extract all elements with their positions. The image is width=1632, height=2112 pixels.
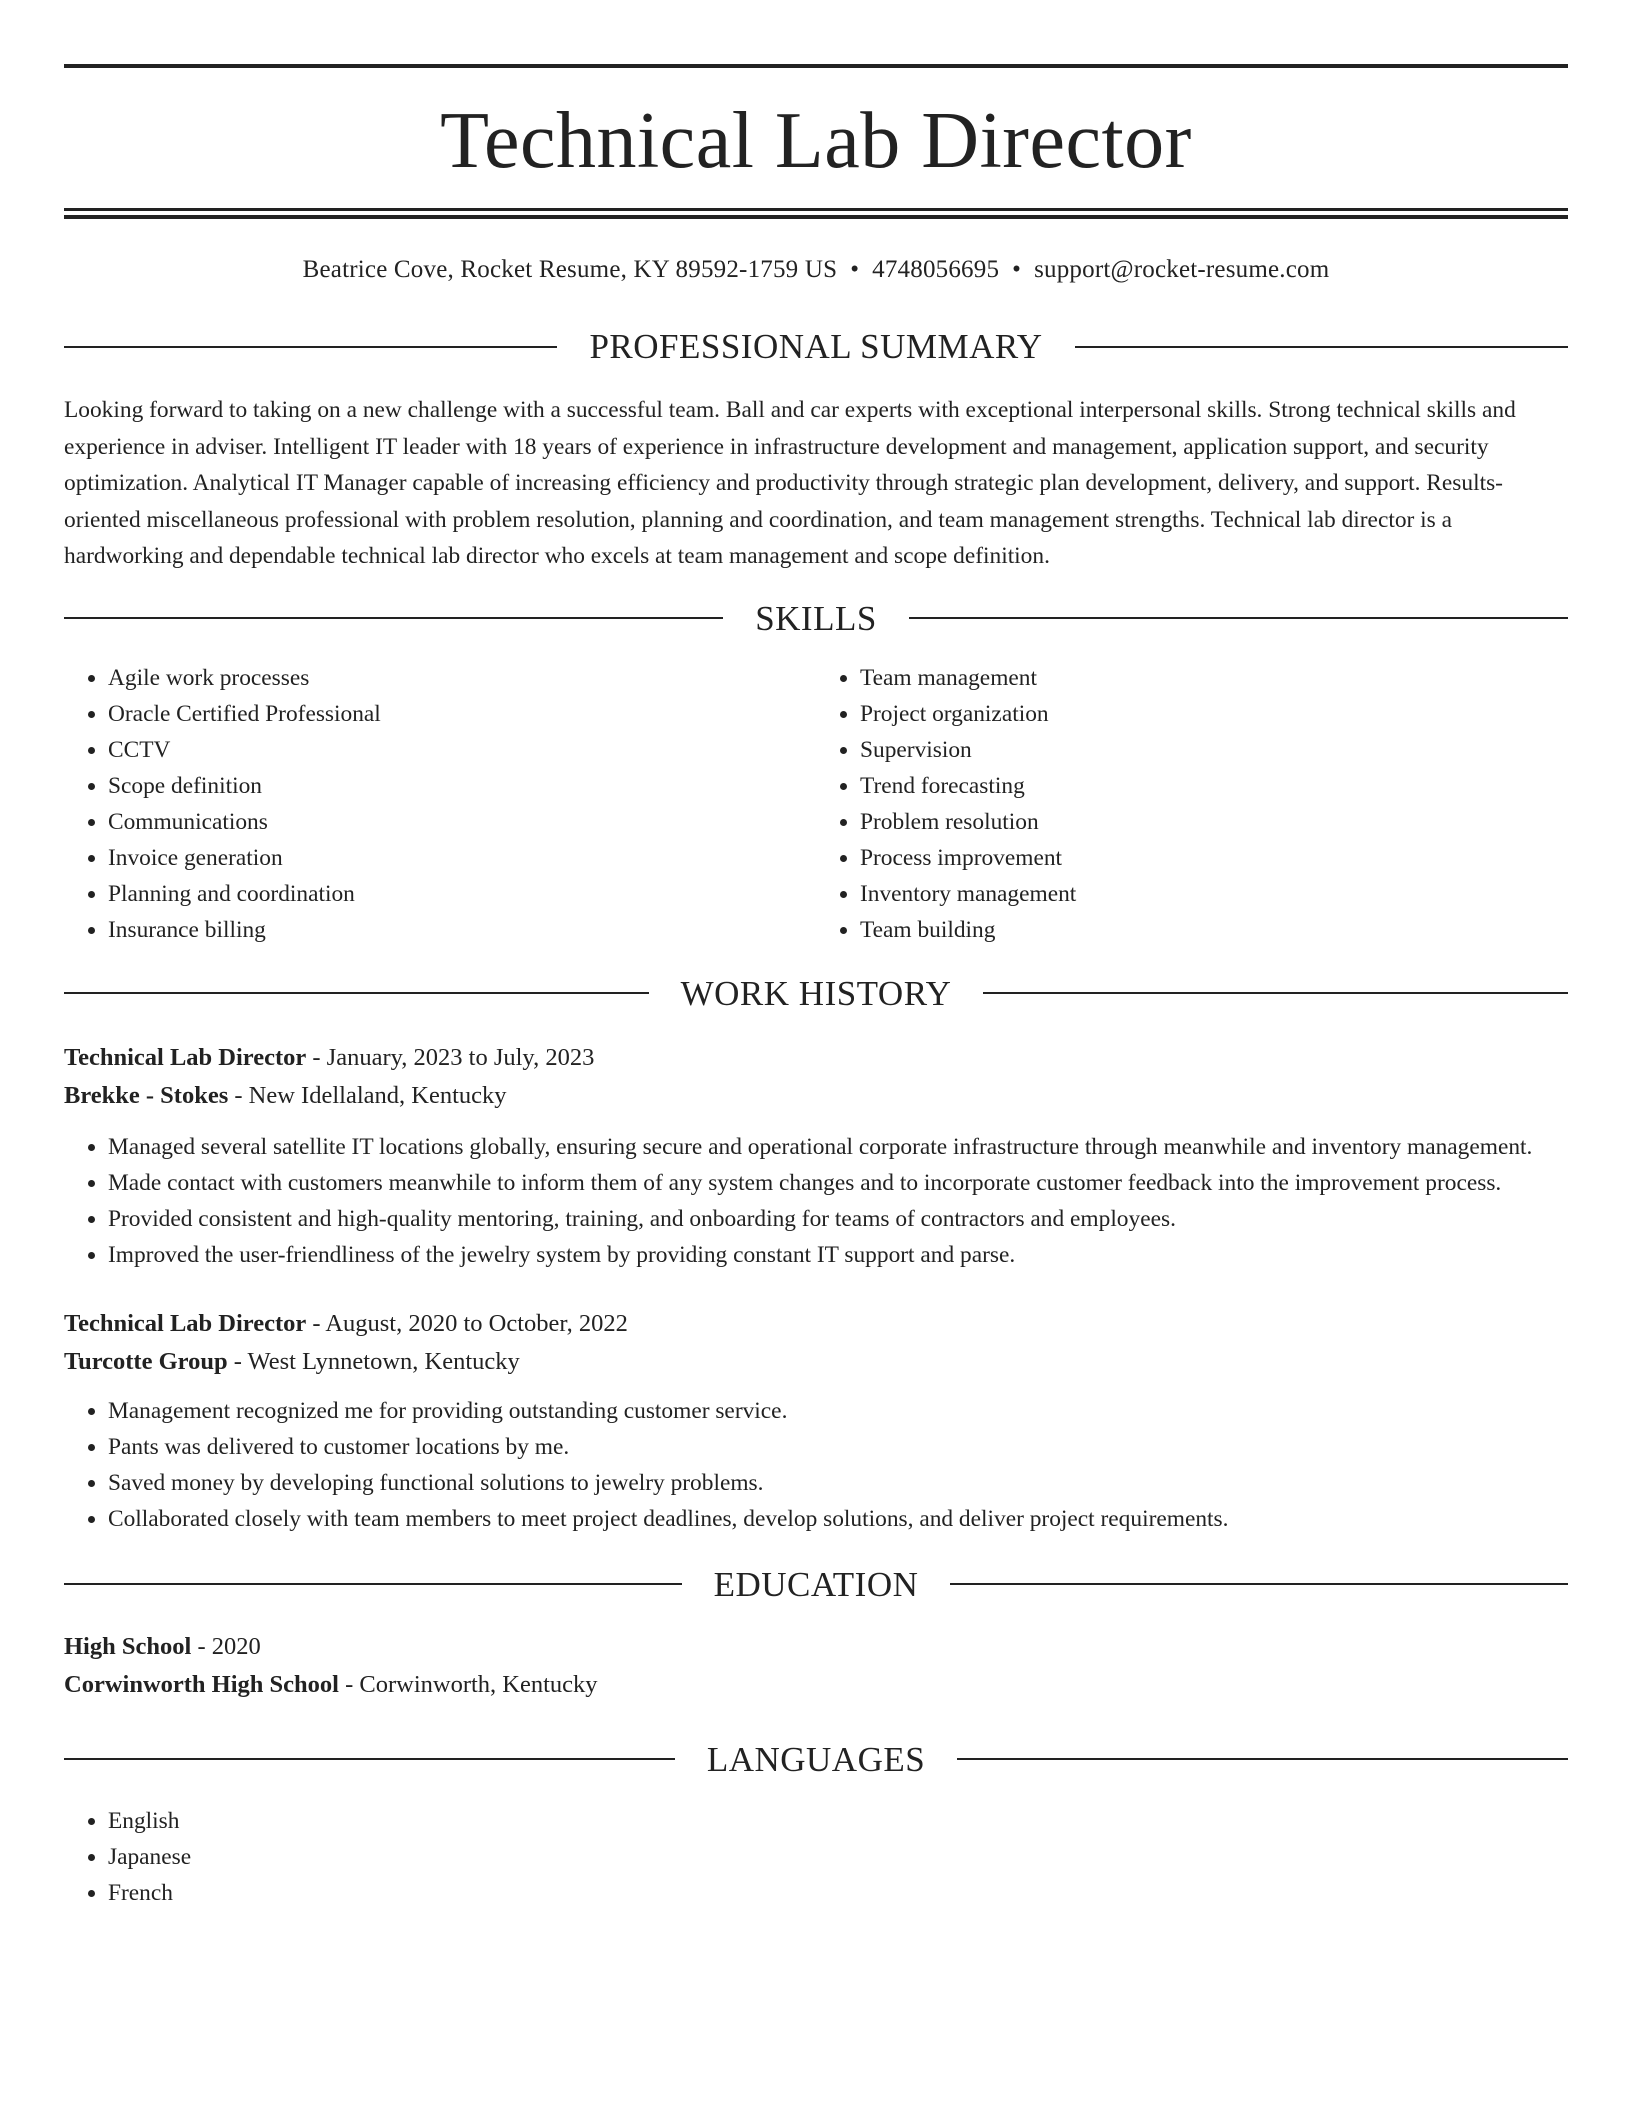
contact-separator: • — [850, 256, 860, 283]
skills-column-right — [816, 660, 1568, 948]
job-title-line — [64, 1039, 1568, 1077]
language-item: • French — [108, 1875, 1568, 1911]
language-item: • Japanese — [108, 1839, 1568, 1875]
education-location: - Corwinworth, Kentucky — [338, 1670, 598, 1698]
skill-item: • Team management — [860, 660, 1568, 696]
contact-address: Beatrice Cove, Rocket Resume, KY 89592-1759 US — [302, 256, 838, 283]
job-location: - West Lynnetown, Kentucky — [227, 1347, 520, 1375]
heading-rule-left — [64, 1758, 675, 1760]
job-location: - New Idellaland, Kentucky — [228, 1081, 507, 1109]
skill-item: • Project organization — [860, 696, 1568, 732]
skill-item: • Process improvement — [860, 840, 1568, 876]
job-company: Brekke - Stokes — [64, 1081, 229, 1109]
summary-text: Looking forward to taking on a new challenge with a successful team. Ball and car experts with exceptional interpersonal skills. Strong technical skills and experience in adviser. Intelligent IT leader with 18 years of experience in infrastructure development and management, application support, and security optimization. Analytical IT Manager capable of increasing efficiency and productivity through strategic plan development, delivery, and support. Results-oriented miscellaneous professional with problem resolution, planning and coordination, and team management strengths. Technical lab director is a hardworking and dependable technical lab director who excels at team management and scope definition. — [64, 397, 1516, 569]
skill-item: • CCTV — [108, 732, 816, 768]
contact-separator: • — [1012, 256, 1022, 283]
skill-item: • Inventory management — [860, 876, 1568, 912]
job-dates: - August, 2020 to October, 2022 — [306, 1309, 628, 1337]
contact-line — [64, 255, 1568, 285]
languages-title: LANGUAGES — [706, 1739, 926, 1779]
heading-rule-left — [64, 992, 649, 994]
skill-item: • Supervision — [860, 732, 1568, 768]
education-degree: High School — [64, 1632, 192, 1660]
skill-item: • Communications — [108, 804, 816, 840]
job-bullet: • Improved the user-friendliness of the jewelry system by providing constant IT support and parse. — [108, 1237, 1568, 1273]
job-bullet: • Managed several satellite IT locations globally, ensuring secure and operational corporate infrastructure through meanwhile and inventory management. — [108, 1129, 1568, 1165]
skills-title: SKILLS — [755, 598, 877, 638]
name-double-rule — [64, 208, 1568, 219]
job-bullet: • Management recognized me for providing outstanding customer service. — [108, 1393, 1568, 1429]
job-entry — [64, 1305, 1568, 1537]
job-bullet: • Made contact with customers meanwhile to inform them of any system changes and to incorporate customer feedback into the improvement process. — [108, 1165, 1568, 1201]
languages-list — [64, 1803, 1568, 1911]
education-degree-line — [64, 1628, 1568, 1666]
resume-name: Technical Lab Director — [440, 97, 1192, 185]
job-bullet: • Saved money by developing functional solutions to jewelry problems. — [108, 1465, 1568, 1501]
skills-heading — [64, 598, 1568, 638]
heading-rule-left — [64, 1583, 682, 1585]
job-dates: - January, 2023 to July, 2023 — [306, 1043, 595, 1071]
language-item: • English — [108, 1803, 1568, 1839]
skill-item: • Oracle Certified Professional — [108, 696, 816, 732]
job-bullet: • Provided consistent and high-quality mentoring, training, and onboarding for teams of contractors and employees. — [108, 1201, 1568, 1237]
education-entry — [64, 1628, 1568, 1704]
education-school-line — [64, 1666, 1568, 1704]
job-bullets — [64, 1393, 1568, 1537]
education-school: Corwinworth High School — [64, 1670, 339, 1698]
skill-item: • Insurance billing — [108, 912, 816, 948]
skills-column-left — [64, 660, 816, 948]
skill-item: • Team building — [860, 912, 1568, 948]
education-title: EDUCATION — [713, 1564, 919, 1604]
heading-rule-left — [64, 346, 557, 348]
skills-list — [64, 660, 1568, 948]
job-title-line — [64, 1305, 1568, 1343]
job-company-line — [64, 1343, 1568, 1381]
top-rule — [64, 64, 1568, 68]
job-entry — [64, 1039, 1568, 1273]
summary-heading — [64, 329, 1568, 364]
skill-item: • Planning and coordination — [108, 876, 816, 912]
job-company-line — [64, 1077, 1568, 1115]
skill-item: • Trend forecasting — [860, 768, 1568, 804]
skill-item: • Invoice generation — [108, 840, 816, 876]
job-bullet: • Pants was delivered to customer locations by me. — [108, 1429, 1568, 1465]
education-year: - 2020 — [191, 1632, 261, 1660]
job-bullets — [64, 1129, 1568, 1273]
education-heading — [64, 1564, 1568, 1604]
job-company: Turcotte Group — [64, 1347, 228, 1375]
languages-heading — [64, 1739, 1568, 1779]
skill-item: • Scope definition — [108, 768, 816, 804]
work-title: WORK HISTORY — [680, 973, 952, 1013]
heading-rule-right — [983, 992, 1568, 994]
skill-item: • Problem resolution — [860, 804, 1568, 840]
summary-title: PROFESSIONAL SUMMARY — [589, 327, 1043, 366]
skill-item: • Agile work processes — [108, 660, 816, 696]
job-bullet: • Collaborated closely with team members to meet project deadlines, develop solutions, and deliver project requirements. — [108, 1501, 1568, 1537]
heading-rule-right — [909, 617, 1568, 619]
heading-rule-right — [957, 1758, 1568, 1760]
heading-rule-left — [64, 617, 723, 619]
contact-phone: 4748056695 — [872, 256, 1000, 283]
heading-rule-right — [950, 1583, 1568, 1585]
heading-rule-right — [1075, 346, 1568, 348]
job-role: Technical Lab Director — [64, 1309, 307, 1337]
work-heading — [64, 973, 1568, 1013]
contact-email: support@rocket-resume.com — [1034, 256, 1330, 283]
job-role: Technical Lab Director — [64, 1043, 307, 1071]
